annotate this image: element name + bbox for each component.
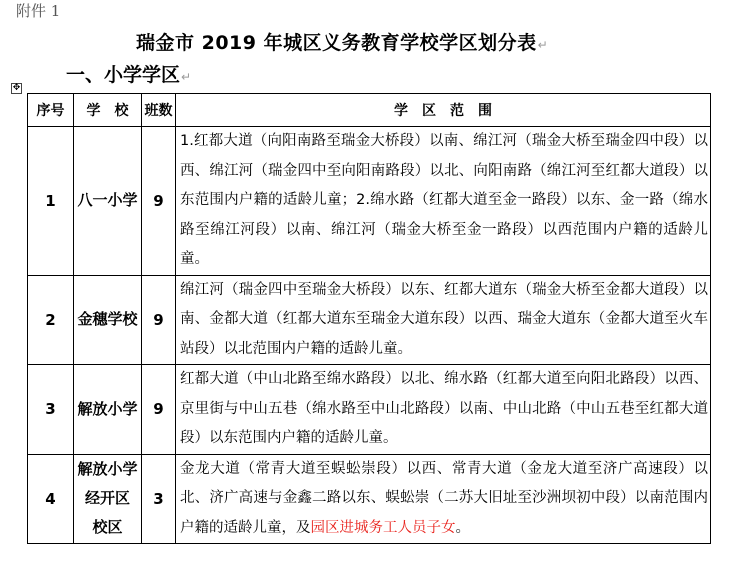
header-no: 序号 [28,94,74,127]
section-heading: 一、小学学区↵ [66,64,192,86]
school-line: 校区 [92,518,123,537]
table-row [28,454,711,544]
row-range [176,454,711,544]
header-school: 学 校 [74,94,142,127]
attachment-label: 附件 1 [16,2,61,20]
table-row [28,275,711,365]
row-range: 绵江河（瑞金四中至瑞金大桥段）以东、红都大道东（瑞金大桥至金都大道段）以南、金都大道（红都大道东至瑞金大道东段）以西、瑞金大道东（金都大道至火车站段）以北范围内户籍的适龄儿童。 [176,275,711,365]
school-line: 经开区 [84,489,130,508]
row-classes: 9 [142,127,176,276]
range-highlight: 园区进城务工人员子女 [310,519,456,536]
header-range: 学 区 范 围 [176,94,711,127]
row-classes: 9 [142,365,176,455]
row-range: 1.红都大道（向阳南路至瑞金大桥段）以南、绵江河（瑞金大桥至瑞金四中段）以西、绵江河（瑞金四中至向阳南路段）以北、向阳南路（绵江河至红都大道段）以东范围内户籍的适龄儿童；2.绵水路（红都大道至金一路段）以东、金一路（绵水路至绵江河段）以南、绵江河（瑞金大桥至金一路段）以西范围内户籍的适龄儿童。 [176,127,711,276]
school-district-table [27,93,711,544]
table-row [28,365,711,455]
range-text: 金龙大道（常青大道至蜈蚣崇段）以西、常青大道（金龙大道至济广高速段）以北、济广高速与金鑫二路以东、蜈蚣崇（二苏大旧址至沙洲坝初中段）以南范围内户籍的适龄儿童，及 [180,460,708,536]
table-row [28,127,711,276]
school-line: 解放小学 [77,460,138,479]
row-classes: 9 [142,275,176,365]
row-school: 八一小学 [74,127,142,276]
table-move-handle-icon[interactable]: ✥ [12,83,21,93]
row-no: 2 [28,275,74,365]
range-end: 。 [455,519,470,536]
row-range: 红都大道（中山北路至绵水路段）以北、绵水路（红都大道至向阳北路段）以西、京里街与中山五巷（绵水路至中山北路段）以南、中山北路（中山五巷至红都大道段）以东范围内户籍的适龄儿童。 [176,365,711,455]
document-title: 瑞金市 2019 年城区义务教育学校学区划分表↵ [136,32,549,54]
paragraph-mark-icon: ↵ [537,38,549,52]
header-classes: 班数 [142,94,176,127]
row-no: 3 [28,365,74,455]
row-school: 解放小学 [74,365,142,455]
row-classes: 3 [142,454,176,544]
table-header-row [28,94,711,127]
row-no: 1 [28,127,74,276]
row-no: 4 [28,454,74,544]
row-school [74,454,142,544]
paragraph-mark-icon: ↵ [181,70,192,84]
row-school: 金穗学校 [74,275,142,365]
